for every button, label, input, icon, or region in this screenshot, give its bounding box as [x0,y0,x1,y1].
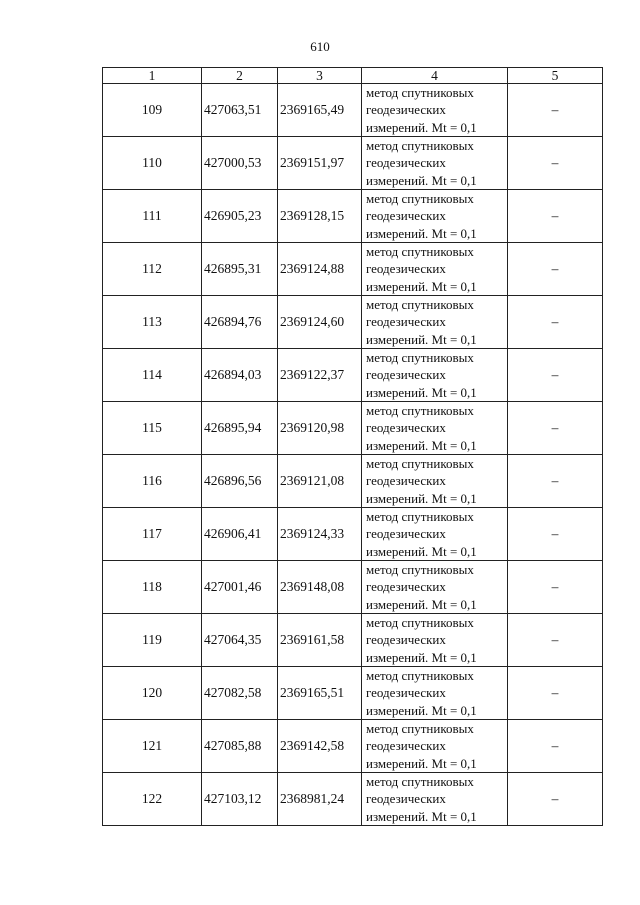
method-text-line: геодезических [366,632,446,648]
method-text-line: измерений. Mt = 0,1 [366,543,477,559]
x-coordinate-cell: 427001,46 [202,561,278,614]
point-number-cell: 114 [103,349,202,402]
column-5-cell: – [508,667,603,720]
column-header-3: 3 [278,68,362,84]
x-coordinate-cell: 426906,41 [202,508,278,561]
method-text-line: геодезических [366,526,446,542]
method-cell [362,243,508,296]
method-text-line: геодезических [366,261,446,277]
method-text-line: измерений. Mt = 0,1 [366,596,477,612]
method-cell [362,455,508,508]
y-coordinate-cell: 2369151,97 [278,137,362,190]
column-5-cell: – [508,561,603,614]
method-text-line: измерений. Mt = 0,1 [366,490,477,506]
column-header-2: 2 [202,68,278,84]
x-coordinate-cell: 427000,53 [202,137,278,190]
method-text-line: измерений. Mt = 0,1 [366,225,477,241]
x-coordinate-cell: 427064,35 [202,614,278,667]
table-row [103,190,603,243]
table-row [103,84,603,137]
table-row [103,455,603,508]
point-number-cell: 121 [103,720,202,773]
method-text-line: метод спутниковых [366,244,474,260]
method-text-line: геодезических [366,685,446,701]
method-text-line: метод спутниковых [366,562,474,578]
y-coordinate-cell: 2368981,24 [278,773,362,826]
column-5-cell: – [508,773,603,826]
point-number-cell: 110 [103,137,202,190]
method-text-line: геодезических [366,367,446,383]
column-5-cell: – [508,137,603,190]
method-text-line: измерений. Mt = 0,1 [366,755,477,771]
method-text-line: геодезических [366,102,446,118]
table-row [103,402,603,455]
column-5-cell: – [508,455,603,508]
point-number-cell: 116 [103,455,202,508]
method-text-line: измерений. Mt = 0,1 [366,649,477,665]
method-text-line: измерений. Mt = 0,1 [366,808,477,824]
page-number: 610 [310,39,330,54]
column-5-cell: – [508,84,603,137]
table-body [103,84,603,826]
y-coordinate-cell: 2369165,49 [278,84,362,137]
y-coordinate-cell: 2369165,51 [278,667,362,720]
table-row [103,137,603,190]
x-coordinate-cell: 427063,51 [202,84,278,137]
method-text-line: метод спутниковых [366,350,474,366]
column-5-cell: – [508,720,603,773]
method-text-line: измерений. Mt = 0,1 [366,437,477,453]
method-text-line: метод спутниковых [366,615,474,631]
method-text-line: метод спутниковых [366,721,474,737]
point-number-cell: 109 [103,84,202,137]
method-text-line: метод спутниковых [366,191,474,207]
method-text-line: метод спутниковых [366,403,474,419]
y-coordinate-cell: 2369128,15 [278,190,362,243]
column-5-cell: – [508,349,603,402]
coordinates-table [102,67,603,826]
y-coordinate-cell: 2369161,58 [278,614,362,667]
x-coordinate-cell: 426895,31 [202,243,278,296]
method-text-line: геодезических [366,314,446,330]
method-text-line: метод спутниковых [366,85,474,101]
x-coordinate-cell: 426894,03 [202,349,278,402]
point-number-cell: 120 [103,667,202,720]
table-row [103,243,603,296]
x-coordinate-cell: 426896,56 [202,455,278,508]
method-text-line: измерений. Mt = 0,1 [366,384,477,400]
x-coordinate-cell: 426905,23 [202,190,278,243]
column-header-1: 1 [103,68,202,84]
y-coordinate-cell: 2369142,58 [278,720,362,773]
method-cell [362,614,508,667]
y-coordinate-cell: 2369122,37 [278,349,362,402]
y-coordinate-cell: 2369120,98 [278,402,362,455]
method-cell [362,561,508,614]
table-row [103,296,603,349]
method-cell [362,402,508,455]
x-coordinate-cell: 426894,76 [202,296,278,349]
method-text-line: метод спутниковых [366,297,474,313]
point-number-cell: 117 [103,508,202,561]
y-coordinate-cell: 2369124,88 [278,243,362,296]
table-row [103,720,603,773]
point-number-cell: 118 [103,561,202,614]
table-row [103,561,603,614]
point-number-cell: 122 [103,773,202,826]
method-text-line: геодезических [366,208,446,224]
method-cell [362,84,508,137]
method-text-line: геодезических [366,579,446,595]
method-text-line: геодезических [366,473,446,489]
method-text-line: геодезических [366,738,446,754]
point-number-cell: 112 [103,243,202,296]
table-row [103,349,603,402]
table-row [103,508,603,561]
x-coordinate-cell: 427082,58 [202,667,278,720]
x-coordinate-cell: 426895,94 [202,402,278,455]
column-5-cell: – [508,243,603,296]
column-5-cell: – [508,508,603,561]
table-header-row [103,68,603,84]
y-coordinate-cell: 2369124,33 [278,508,362,561]
y-coordinate-cell: 2369148,08 [278,561,362,614]
method-text-line: метод спутниковых [366,774,474,790]
column-header-5: 5 [508,68,603,84]
method-text-line: метод спутниковых [366,668,474,684]
method-text-line: измерений. Mt = 0,1 [366,119,477,135]
method-cell [362,190,508,243]
table-row [103,614,603,667]
point-number-cell: 113 [103,296,202,349]
column-5-cell: – [508,190,603,243]
method-text-line: метод спутниковых [366,509,474,525]
column-5-cell: – [508,402,603,455]
method-cell [362,508,508,561]
method-cell [362,296,508,349]
method-text-line: геодезических [366,791,446,807]
x-coordinate-cell: 427085,88 [202,720,278,773]
method-text-line: измерений. Mt = 0,1 [366,278,477,294]
y-coordinate-cell: 2369121,08 [278,455,362,508]
method-cell [362,720,508,773]
method-cell [362,773,508,826]
point-number-cell: 115 [103,402,202,455]
method-cell [362,667,508,720]
method-text-line: геодезических [366,155,446,171]
column-header-4: 4 [362,68,508,84]
column-5-cell: – [508,614,603,667]
table-row [103,773,603,826]
table-row [103,667,603,720]
x-coordinate-cell: 427103,12 [202,773,278,826]
method-cell [362,137,508,190]
method-text-line: метод спутниковых [366,138,474,154]
method-text-line: измерений. Mt = 0,1 [366,172,477,188]
method-cell [362,349,508,402]
method-text-line: геодезических [366,420,446,436]
method-text-line: измерений. Mt = 0,1 [366,331,477,347]
point-number-cell: 111 [103,190,202,243]
method-text-line: измерений. Mt = 0,1 [366,702,477,718]
column-5-cell: – [508,296,603,349]
y-coordinate-cell: 2369124,60 [278,296,362,349]
method-text-line: метод спутниковых [366,456,474,472]
point-number-cell: 119 [103,614,202,667]
